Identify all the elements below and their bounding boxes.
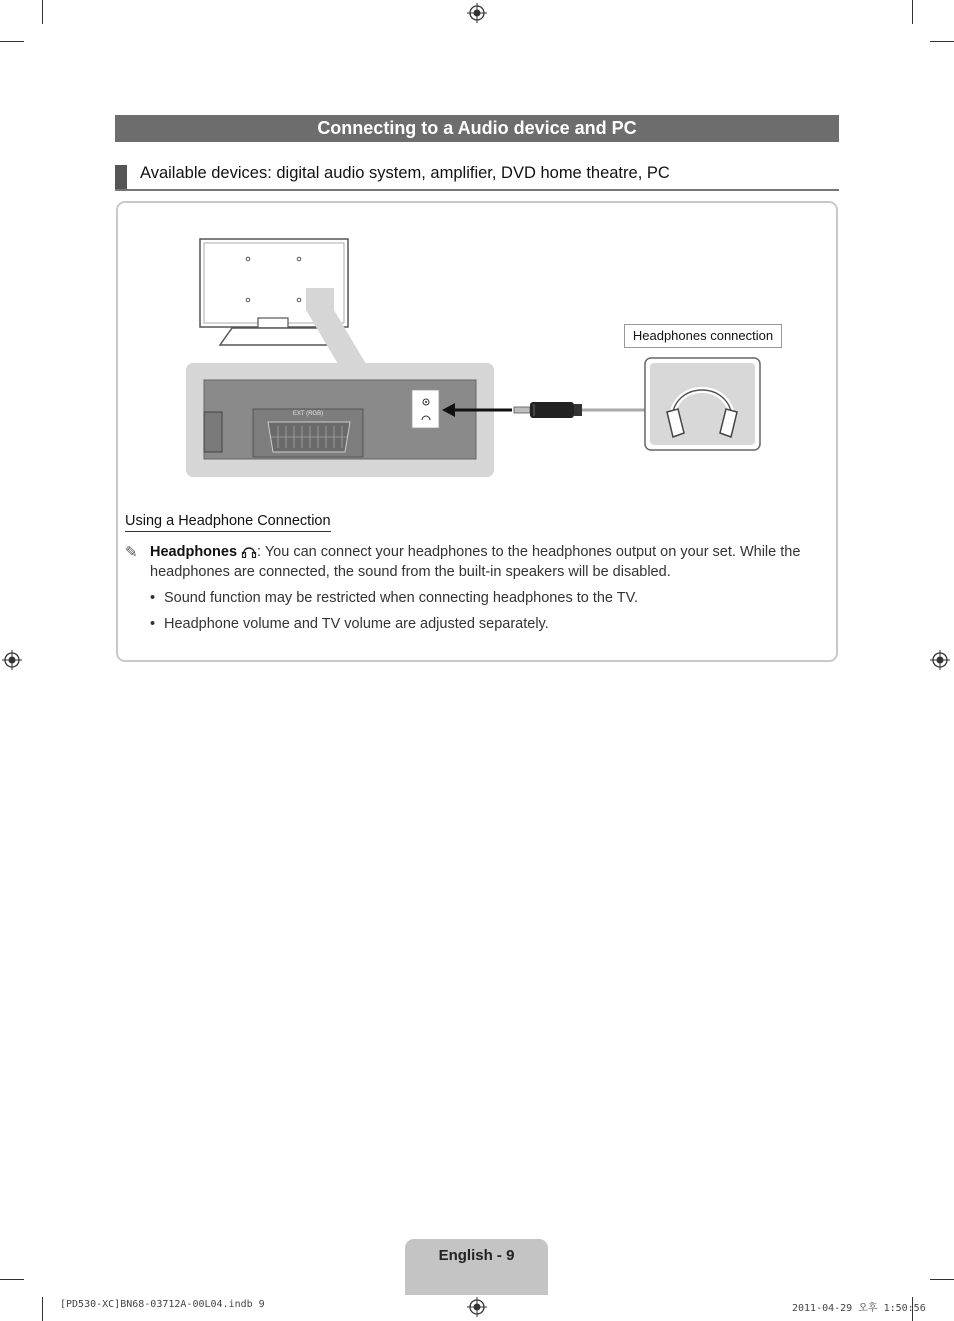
crop-mark (0, 1279, 24, 1280)
usage-title: Using a Headphone Connection (125, 513, 331, 532)
headphones-note (125, 543, 825, 582)
list-item-text: Sound function may be restricted when connecting headphones to the TV. (164, 590, 638, 606)
subheading-text: Available devices: digital audio system, amplifier, DVD home theatre, PC (140, 164, 670, 182)
crop-mark (930, 1279, 954, 1280)
list-item (150, 590, 638, 606)
note-text: : You can connect your headphones to the headphones output on your set. While the headphones are connected, the sound from the built-in speakers will be disabled. (150, 544, 801, 580)
bullet-icon: • (150, 590, 156, 606)
registration-mark-icon (930, 650, 950, 670)
pencil-icon: ✎ (125, 544, 138, 561)
audio-jack-plug (514, 402, 582, 418)
print-timestamp: 2011-04-29 오후 1:50:56 (792, 1303, 926, 1314)
connection-diagram (0, 0, 954, 500)
headphones-icon (241, 544, 257, 558)
headphones-device (645, 358, 760, 450)
headphones-connection-label: Headphones connection (624, 324, 782, 348)
page-number-tab: English - 9 (405, 1239, 548, 1295)
note-bold: Headphones (150, 544, 238, 560)
list-item (150, 616, 549, 632)
file-info: [PD530-XC]BN68-03712A-00L04.indb 9 (60, 1299, 265, 1310)
registration-mark-icon (2, 650, 22, 670)
section-title: Connecting to a Audio device and PC (115, 115, 839, 142)
tv-port-panel (186, 363, 494, 477)
registration-mark-icon (467, 1297, 487, 1317)
bullet-icon: • (150, 616, 156, 632)
note-body (150, 543, 825, 582)
port-label: EXT (RGB) (292, 411, 324, 417)
list-item-text: Headphone volume and TV volume are adjusted separately. (164, 616, 549, 632)
crop-mark (42, 1297, 43, 1321)
